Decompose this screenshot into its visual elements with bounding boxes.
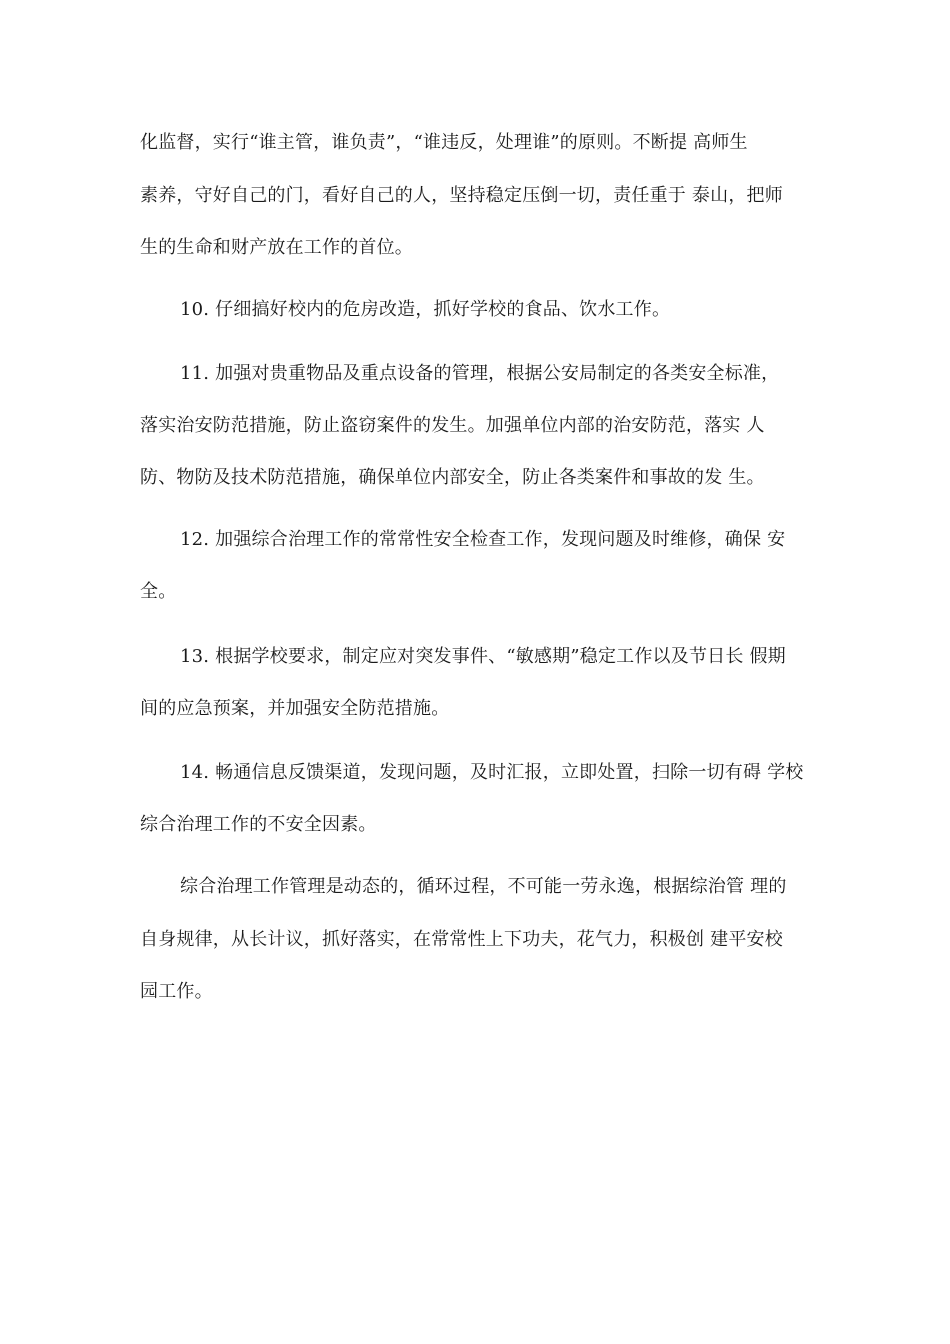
item-12-line: 12. 加强综合治理工作的常常性安全检查工作，发现问题及时维修，确保 安 — [180, 529, 786, 550]
text-line: 素养，守好自己的门，看好自己的人，坚持稳定压倒一切，责任重于 泰山，把师 — [140, 185, 783, 206]
item-13-line: 13. 根据学校要求，制定应对突发事件、“敏感期”稳定工作以及节日长 假期 — [180, 646, 786, 667]
text-line: 自身规律，从长计议，抓好落实，在常常性上下功夫，花气力，积极创 建平安校 — [140, 929, 783, 950]
closing-paragraph-line: 综合治理工作管理是动态的，循环过程，不可能一劳永逸，根据综治管 理的 — [180, 876, 787, 897]
text-line: 生的生命和财产放在工作的首位。 — [140, 237, 413, 258]
text-line: 综合治理工作的不安全因素。 — [140, 814, 377, 835]
text-line: 全。 — [140, 581, 177, 602]
item-14-line: 14. 畅通信息反馈渠道，发现问题，及时汇报，立即处置，扫除一切有碍 学校 — [180, 762, 804, 783]
text-line: 园工作。 — [140, 981, 213, 1002]
text-line: 落实治安防范措施，防止盗窃案件的发生。加强单位内部的治安防范，落实 人 — [140, 415, 765, 436]
text-line: 防、物防及技术防范措施，确保单位内部安全，防止各类案件和事故的发 生。 — [140, 467, 765, 488]
text-line: 化监督，实行“谁主管，谁负责”，“谁违反，处理谁”的原则。不断提 高师生 — [140, 132, 748, 153]
text-line: 间的应急预案，并加强安全防范措施。 — [140, 698, 450, 719]
item-11-line: 11. 加强对贵重物品及重点设备的管理，根据公安局制定的各类安全标准， — [180, 363, 780, 384]
item-10-line: 10. 仔细搞好校内的危房改造，抓好学校的食品、饮水工作。 — [180, 299, 671, 320]
